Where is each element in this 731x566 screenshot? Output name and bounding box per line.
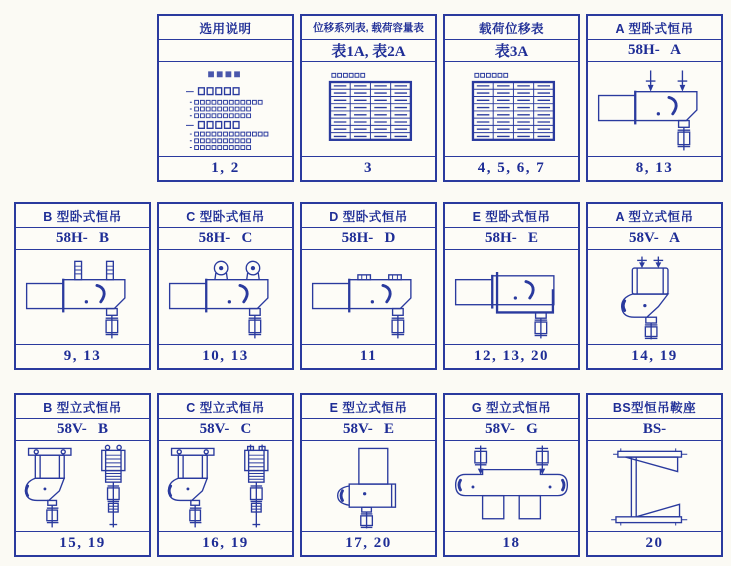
cell-content [445, 62, 578, 156]
hanger-58h-e-drawing [446, 251, 577, 343]
cell-subtitle: 58V- E [302, 419, 435, 441]
hanger-58h-c-drawing [160, 251, 291, 343]
cell-content [302, 250, 435, 344]
cell-subtitle: 58H- D [302, 228, 435, 250]
cell-subtitle: 表1A, 表2A [302, 40, 435, 62]
cell-content [302, 62, 435, 156]
cell-content [445, 250, 578, 344]
saddle-bs-drawing [589, 442, 720, 530]
cell-subtitle: 58H- B [16, 228, 149, 250]
cell-type-e-vertical [300, 393, 437, 557]
cell-pages: 18 [445, 531, 578, 555]
cell-content [159, 62, 292, 156]
cell-content [445, 441, 578, 531]
cell-title: 载荷位移表 [445, 16, 578, 40]
hanger-58v-c-drawing [160, 442, 291, 530]
mini-table-graphic [446, 63, 577, 155]
cell-pages: 20 [588, 531, 721, 555]
cell-type-b-horizontal [14, 202, 151, 370]
cell-type-d-horizontal [300, 202, 437, 370]
hanger-58h-a-drawing [589, 63, 720, 155]
cell-type-e-horizontal [443, 202, 580, 370]
cell-title: D 型卧式恒吊 [302, 204, 435, 228]
cell-pages: 16, 19 [159, 531, 292, 555]
cell-content [588, 62, 721, 156]
cell-subtitle: 58V- B [16, 419, 149, 441]
cell-pages: 9, 13 [16, 344, 149, 368]
cell-subtitle: 58H- E [445, 228, 578, 250]
cell-content [159, 250, 292, 344]
cell-type-a-vertical [586, 202, 723, 370]
cell-type-g-vertical [443, 393, 580, 557]
cell-title: E 型立式恒吊 [302, 395, 435, 419]
hanger-58v-g-drawing [446, 442, 577, 530]
cell-subtitle: 58V- G [445, 419, 578, 441]
cell-pages: 14, 19 [588, 344, 721, 368]
cell-title: 选用说明 [159, 16, 292, 40]
cell-content [302, 441, 435, 531]
cell-title: B 型卧式恒吊 [16, 204, 149, 228]
cell-content [159, 441, 292, 531]
cell-subtitle: BS- [588, 419, 721, 441]
cell-title: A 型立式恒吊 [588, 204, 721, 228]
cell-pages: 11 [302, 344, 435, 368]
cell-title: E 型卧式恒吊 [445, 204, 578, 228]
cell-pages: 17, 20 [302, 531, 435, 555]
cell-pages: 3 [302, 156, 435, 180]
cell-title: C 型卧式恒吊 [159, 204, 292, 228]
cell-selection-notes [157, 14, 294, 182]
cell-pages: 1, 2 [159, 156, 292, 180]
hanger-58h-d-drawing [303, 251, 434, 343]
cell-pages: 10, 13 [159, 344, 292, 368]
cell-pages: 12, 13, 20 [445, 344, 578, 368]
cell-subtitle: 58H- C [159, 228, 292, 250]
hanger-58v-b-drawing [17, 442, 148, 530]
cell-pages: 8, 13 [588, 156, 721, 180]
cell-type-a-horizontal [586, 14, 723, 182]
cell-content [588, 441, 721, 531]
cell-subtitle [159, 40, 292, 62]
placeholder-text-graphic [160, 63, 291, 155]
cell-pages: 4, 5, 6, 7 [445, 156, 578, 180]
cell-content [16, 441, 149, 531]
cell-content [588, 250, 721, 344]
cell-pages: 15, 19 [16, 531, 149, 555]
cell-type-b-vertical [14, 393, 151, 557]
cell-subtitle: 58V- A [588, 228, 721, 250]
cell-subtitle: 表3A [445, 40, 578, 62]
hanger-58h-b-drawing [17, 251, 148, 343]
cell-title: G 型立式恒吊 [445, 395, 578, 419]
cell-title: A 型卧式恒吊 [588, 16, 721, 40]
cell-load-displacement [443, 14, 580, 182]
hanger-58v-e-drawing [303, 442, 434, 530]
cell-bs-saddle [586, 393, 723, 557]
cell-displacement-series [300, 14, 437, 182]
cell-title: B 型立式恒吊 [16, 395, 149, 419]
cell-title: 位移系列表, 载荷容量表 [302, 16, 435, 40]
cell-content [16, 250, 149, 344]
cell-title: C 型立式恒吊 [159, 395, 292, 419]
cell-type-c-horizontal [157, 202, 294, 370]
cell-type-c-vertical [157, 393, 294, 557]
hanger-58v-a-drawing [589, 251, 720, 343]
cell-subtitle: 58H- A [588, 40, 721, 62]
cell-subtitle: 58V- C [159, 419, 292, 441]
mini-table-graphic [303, 63, 434, 155]
cell-title: BS型恒吊鞍座 [588, 395, 721, 419]
